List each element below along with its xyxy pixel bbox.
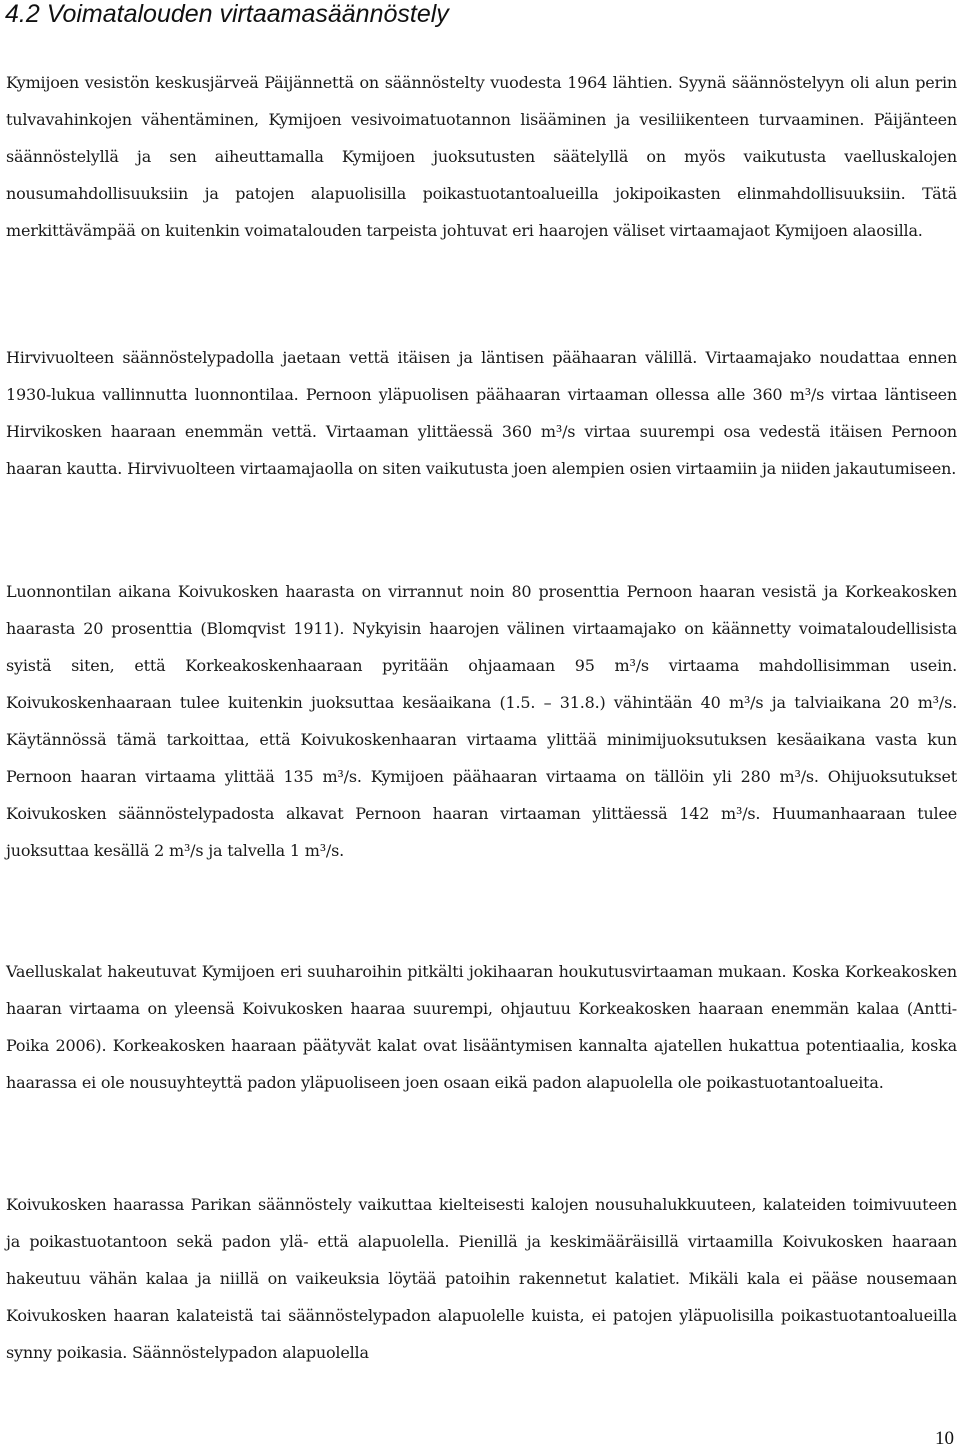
paragraph-koivukoski-flow: Luonnontilan aikana Koivukosken haarasta on virrannut noin 80 prosenttia Pernoon haaran vesistä ja Korkeakosken haarasta 20 prosenttia (Blomqvist 1911). Nykyisin haarojen välinen virtaamajako on käännetty voimataloudellisista syistä siten, että Korkeakoskenhaaraan pyritään ohjaamaan 95 m³/s virtaama mahdollisimman usein. Koivukoskenhaaraan tulee kuitenkin juoksuttaa kesäaikana (1.5. – 31.8.) vähintään 40 m³/s ja talviaikana 20 m³/s. Käytännössä tämä tarkoittaa, että Koivukoskenhaaran virtaama ylittää minimijuoksutuksen kesäaikana vasta kun Pernoon haaran virtaama ylittää 135 m³/s. Kymijoen päähaaran virtaama on tällöin yli 280 m³/s. Ohijuoksutukset Koivukosken säännöstelypadosta alkavat Pernoon haaran virtaaman ylittäessä 142 m³/s. Huumanhaaraan tulee juoksuttaa kesällä 2 m³/s ja talvella 1 m³/s. (6, 582, 957, 860)
paragraph-migratory-fish: Vaelluskalat hakeutuvat Kymijoen eri suuharoihin pitkälti jokihaaran houkutusvirtaaman mukaan. Koska Korkeakosken haaran virtaama on yleensä Koivukosken haaraa suurempi, ohjautuu Korkeakosken haaraan enemmän kalaa (Antti-Poika 2006). Korkeakosken haaraan päätyvät kalat ovat lisääntymisen kannalta ajatellen hukattua potentiaalia, koska haarassa ei ole nousuyhteyttä padon yläpuoliseen joen osaan eikä padon alapuolella ole poikastuotantoalueita. (6, 962, 957, 1092)
paragraph-parikka-regulation: Koivukosken haarassa Parikan säännöstely vaikuttaa kielteisesti kalojen nousuhalukkuuteen, kalateiden toimivuuteen ja poikastuotantoon sekä padon ylä- että alapuolella. Pienillä ja keskimääräisillä virtaamilla Koivukosken haaraan hakeutuu vähän kalaa ja niillä on vaikeuksia löytää patoihin rakennetut kalatiet. Mikäli kala ei pääse nousemaan Koivukosken haaran kalateistä tai säännöstelypadon alapuolelle kuista, ei patojen yläpuolisilla poikastuotantoalueilla synny poikasia. Säännöstelypadon alapuolella (6, 1195, 957, 1362)
paragraph-hirvivuolle-division: Hirvivuolteen säännöstelypadolla jaetaan vettä itäisen ja läntisen päähaaran välillä. Virtaamajako noudattaa ennen 1930-lukua vallinnutta luonnontilaa. Pernoon yläpuolisen päähaaran virtaaman ollessa alle 360 m³/s virtaa läntiseen Hirvikosken haaraan enemmän vettä. Virtaaman ylittäessä 360 m³/s virtaa suurempi osa vedestä itäisen Pernoon haaran kautta. Hirvivuolteen virtaamajaolla on siten vaikutusta joen alempien osien virtaamiin ja niiden jakautumiseen. (6, 348, 957, 478)
section-heading: 4.2 Voimatalouden virtaamasäännöstely (5, 0, 449, 28)
paragraph-regulation-history: Kymijoen vesistön keskusjärveä Päijännettä on säännöstelty vuodesta 1964 lähtien. Syynä säännöstelyyn oli alun perin tulvavahinkojen vähentäminen, Kymijoen vesivoimatuotannon lisääminen ja vesiliikenteen turvaaminen. Päijänteen säännöstelyllä ja sen aiheuttamalla Kymijoen juoksutusten säätelyllä on myös vaikutusta vaelluskalojen nousumahdollisuuksiin ja patojen alapuolisilla poikastuotantoalueilla jokipoikasten elinmahdollisuuksiin. Tätä merkittävämpää on kuitenkin voimatalouden tarpeista johtuvat eri haarojen väliset virtaamajaot Kymijoen alaosilla. (6, 73, 957, 240)
page-number: 10 (935, 1428, 954, 1449)
